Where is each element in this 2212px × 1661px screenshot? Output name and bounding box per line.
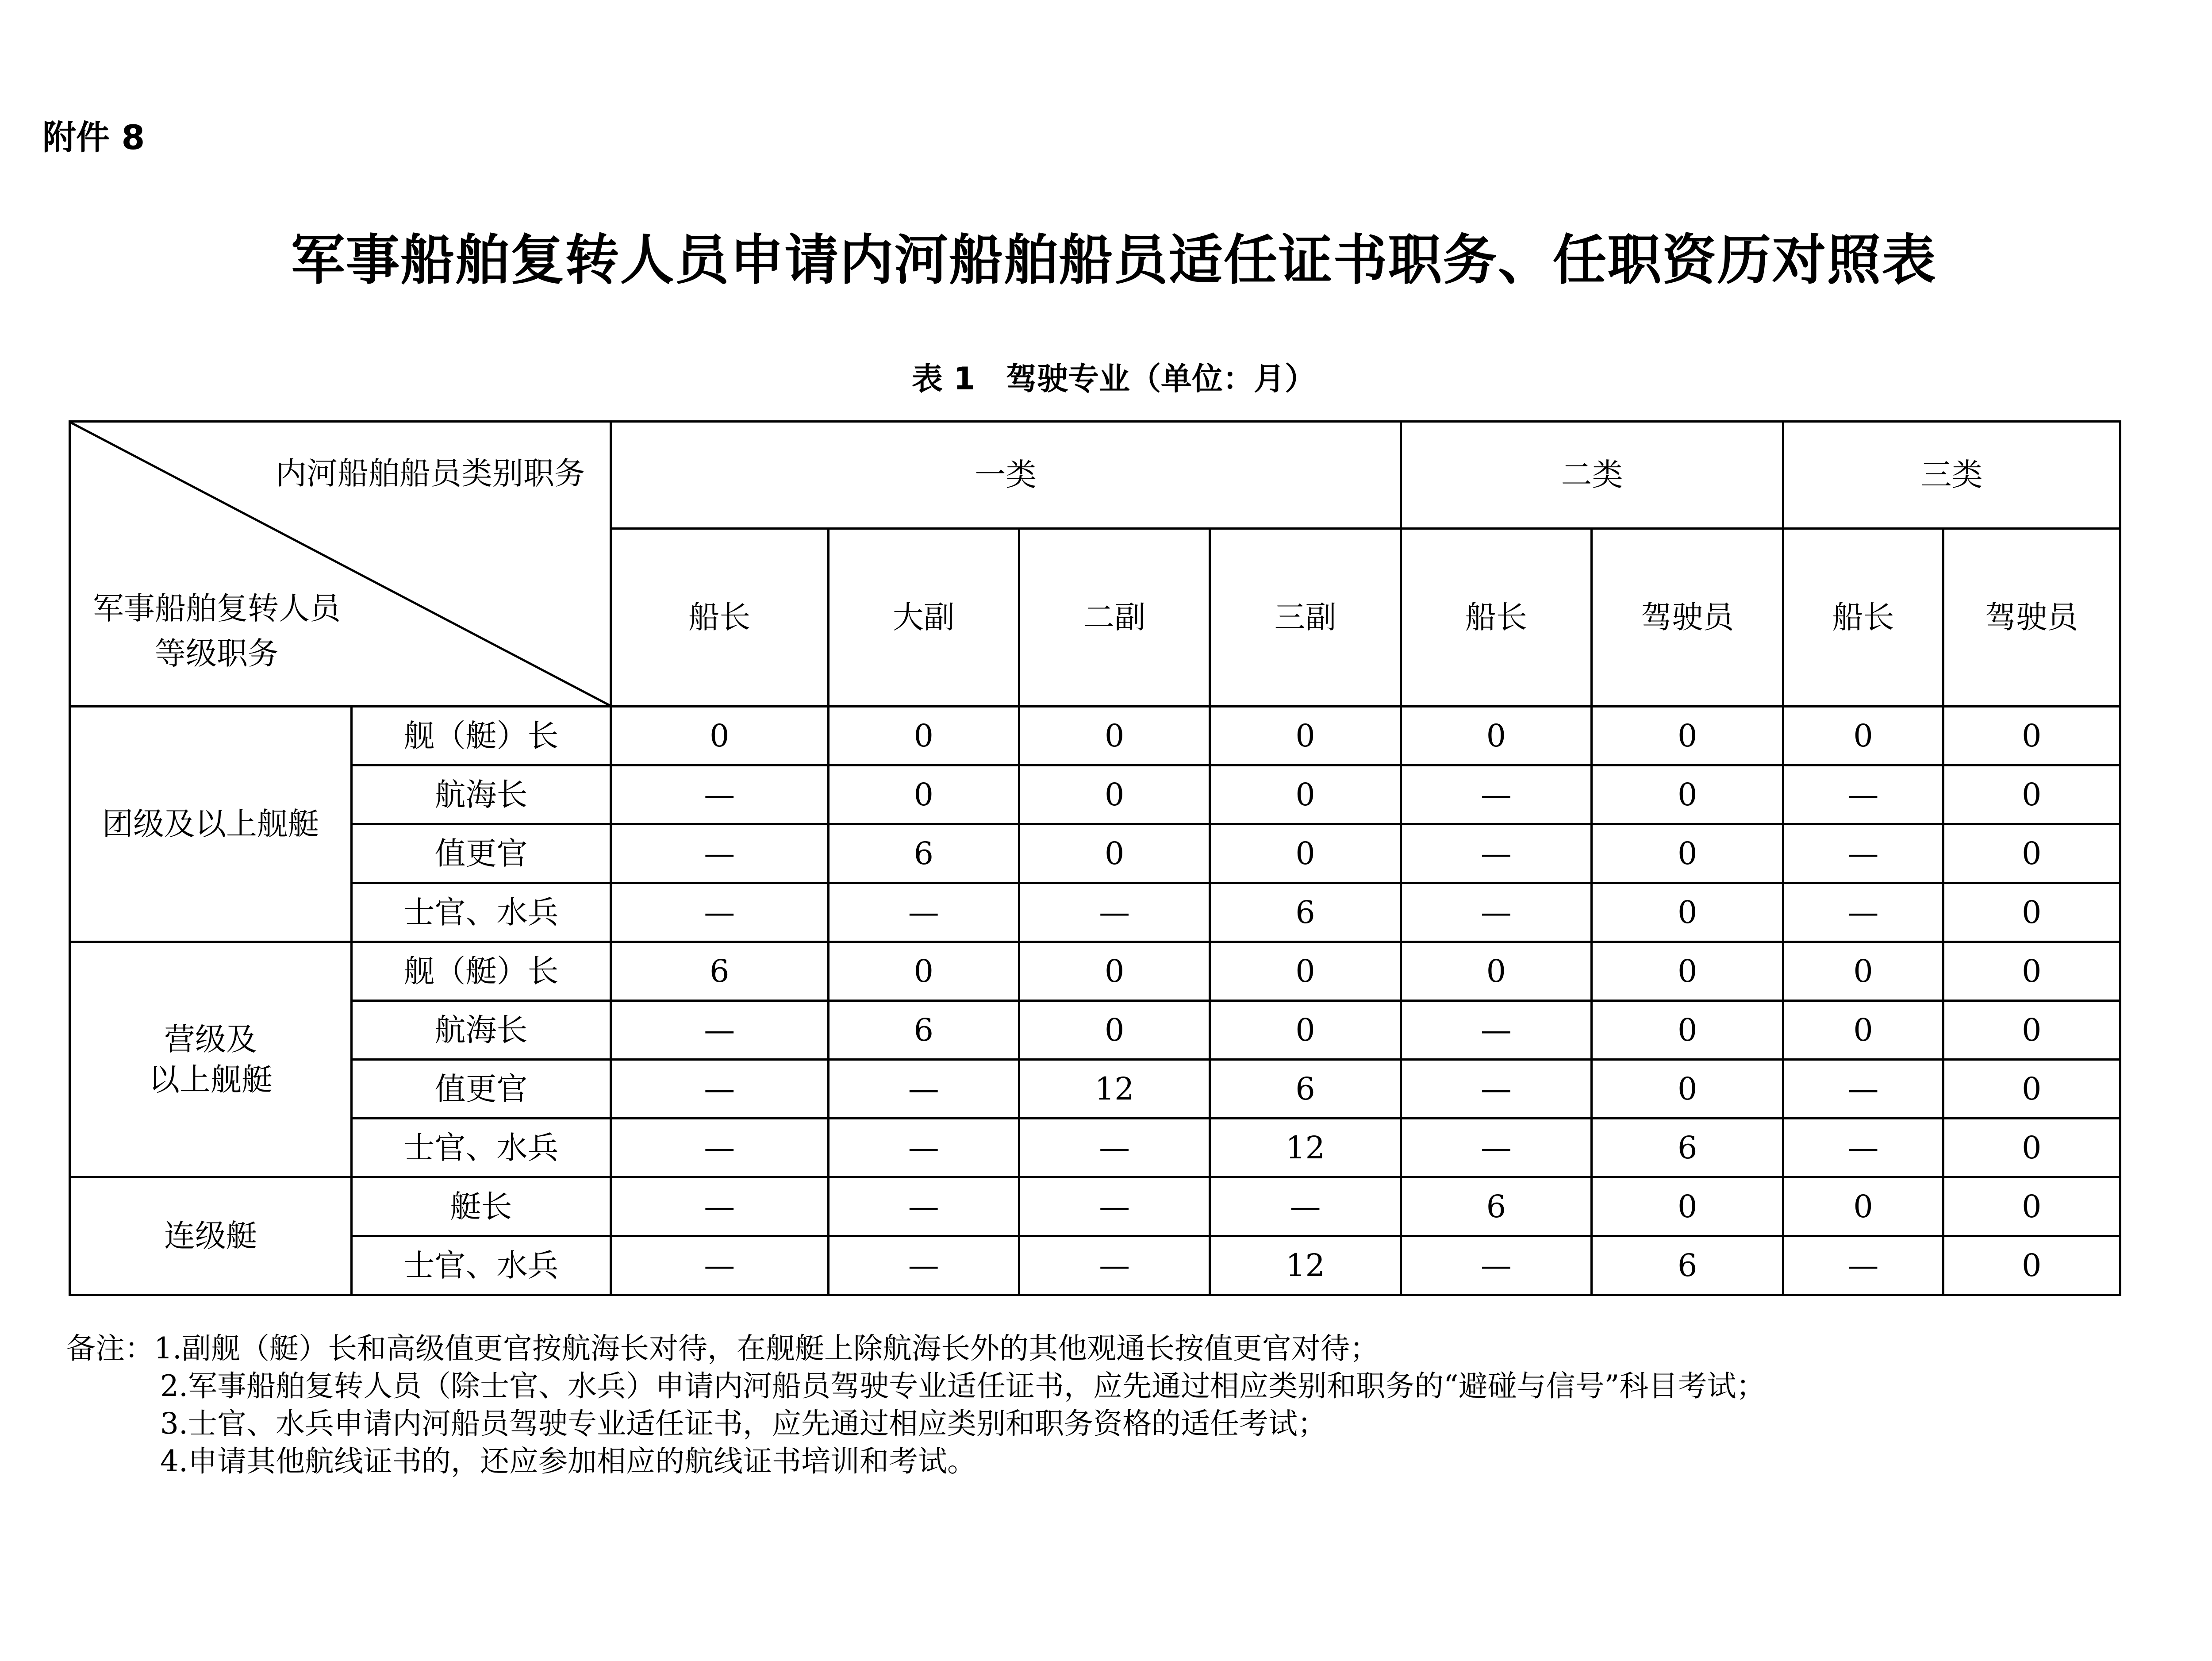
position-header: 船长 <box>611 529 828 707</box>
position-header: 船长 <box>1401 529 1591 707</box>
class-header-2: 二类 <box>1401 422 1783 529</box>
table-row <box>70 1060 2120 1119</box>
role-cell: 士官、水兵 <box>352 1236 611 1295</box>
value-cell: 0 <box>1210 765 1401 824</box>
value-cell: 0 <box>1783 942 1943 1001</box>
document-title: 军事船舶复转人员申请内河船舶船员适任证书职务、任职资历对照表 <box>291 229 1937 292</box>
role-cell: 航海长 <box>352 1001 611 1060</box>
value-cell: — <box>1783 1060 1943 1119</box>
group-name-line: 以上舰艇 <box>149 1061 273 1098</box>
value-cell: 0 <box>1210 942 1401 1001</box>
value-cell: — <box>1401 1119 1591 1177</box>
table-row <box>70 1236 2120 1295</box>
value-cell: 12 <box>1210 1119 1401 1177</box>
value-cell: 0 <box>1019 1001 1210 1060</box>
table-caption: 表 1 驾驶专业（单位：月） <box>911 361 1316 397</box>
table-row <box>70 942 2120 1001</box>
value-cell: 0 <box>1943 942 2120 1001</box>
corner-top-label: 内河船舶船员类别职务 <box>275 455 585 492</box>
value-cell: 0 <box>1943 1119 2120 1177</box>
value-cell: 0 <box>1943 1177 2120 1236</box>
table-row <box>70 1001 2120 1060</box>
corner-bottom-label <box>93 586 341 676</box>
value-cell: 0 <box>1019 765 1210 824</box>
value-cell: 6 <box>1401 1177 1591 1236</box>
class-header-3: 三类 <box>1783 422 2120 529</box>
value-cell: 0 <box>1019 942 1210 1001</box>
value-cell: 0 <box>1783 1001 1943 1060</box>
value-cell: — <box>1401 1236 1591 1295</box>
role-cell: 舰（艇）长 <box>352 707 611 765</box>
value-cell: 0 <box>1210 1001 1401 1060</box>
value-cell: — <box>1783 765 1943 824</box>
value-cell: 0 <box>1592 1060 1783 1119</box>
role-cell: 舰（艇）长 <box>352 942 611 1001</box>
value-cell: — <box>1401 1001 1591 1060</box>
value-cell: — <box>1019 1119 1210 1177</box>
note-3: 3.士官、水兵申请内河船员驾驶专业适任证书，应先通过相应类别和职务资格的适任考试； <box>160 1407 1327 1441</box>
value-cell: 0 <box>1783 1177 1943 1236</box>
value-cell: 0 <box>1592 1177 1783 1236</box>
value-cell: — <box>611 1177 828 1236</box>
role-cell: 士官、水兵 <box>352 1119 611 1177</box>
value-cell: — <box>1019 883 1210 942</box>
value-cell: — <box>1210 1177 1401 1236</box>
table-row <box>70 765 2120 824</box>
value-cell: — <box>828 1060 1019 1119</box>
position-header: 驾驶员 <box>1943 529 2120 707</box>
role-cell: 值更官 <box>352 824 611 883</box>
value-cell: — <box>828 1119 1019 1177</box>
value-cell: 12 <box>1210 1236 1401 1295</box>
group-name-cell <box>70 1177 352 1295</box>
role-cell: 航海长 <box>352 765 611 824</box>
position-header: 大副 <box>828 529 1019 707</box>
value-cell: 6 <box>611 942 828 1001</box>
value-cell: 6 <box>1592 1236 1783 1295</box>
value-cell: 0 <box>1592 1001 1783 1060</box>
value-cell: — <box>828 1177 1019 1236</box>
comparison-table <box>69 420 2121 1296</box>
value-cell: — <box>1019 1177 1210 1236</box>
value-cell: — <box>611 824 828 883</box>
group-name-line: 团级及以上舰艇 <box>102 806 319 842</box>
table-row <box>70 1119 2120 1177</box>
table-row <box>70 1177 2120 1236</box>
role-cell: 艇长 <box>352 1177 611 1236</box>
table-row <box>70 707 2120 765</box>
value-cell: — <box>1783 824 1943 883</box>
note-1: 备注：1.副舰（艇）长和高级值更官按航海长对待，在舰艇上除航海长外的其他观通长按值更官对待； <box>66 1331 1379 1365</box>
value-cell: 0 <box>1943 765 2120 824</box>
value-cell: — <box>1019 1236 1210 1295</box>
value-cell: 0 <box>828 765 1019 824</box>
value-cell: 0 <box>1592 824 1783 883</box>
value-cell: 0 <box>828 942 1019 1001</box>
value-cell: — <box>611 883 828 942</box>
value-cell: 0 <box>611 707 828 765</box>
group-name-cell <box>70 707 352 942</box>
position-header: 二副 <box>1019 529 1210 707</box>
role-cell: 士官、水兵 <box>352 883 611 942</box>
value-cell: 0 <box>828 707 1019 765</box>
value-cell: — <box>611 765 828 824</box>
value-cell: 6 <box>828 1001 1019 1060</box>
value-cell: — <box>1783 1236 1943 1295</box>
table-row <box>70 824 2120 883</box>
value-cell: 6 <box>828 824 1019 883</box>
value-cell: 0 <box>1943 883 2120 942</box>
value-cell: — <box>828 883 1019 942</box>
class-header-1: 一类 <box>611 422 1401 529</box>
value-cell: 0 <box>1943 707 2120 765</box>
note-2: 2.军事船舶复转人员（除士官、水兵）申请内河船员驾驶专业适任证书，应先通过相应类别和职务的“避碰与信号”科目考试； <box>160 1369 1766 1403</box>
value-cell: 0 <box>1592 765 1783 824</box>
value-cell: — <box>611 1001 828 1060</box>
value-cell: 0 <box>1943 824 2120 883</box>
corner-bottom-line1: 军事船舶复转人员 <box>93 590 341 627</box>
value-cell: — <box>611 1060 828 1119</box>
corner-bottom-line2: 等级职务 <box>155 635 279 672</box>
value-cell: 0 <box>1943 1001 2120 1060</box>
corner-header-cell <box>70 422 611 707</box>
value-cell: 0 <box>1943 1060 2120 1119</box>
value-cell: 0 <box>1943 1236 2120 1295</box>
role-cell: 值更官 <box>352 1060 611 1119</box>
value-cell: — <box>1783 1119 1943 1177</box>
value-cell: — <box>1401 1060 1591 1119</box>
value-cell: 0 <box>1019 824 1210 883</box>
value-cell: 0 <box>1401 707 1591 765</box>
value-cell: — <box>828 1236 1019 1295</box>
value-cell: — <box>1401 765 1591 824</box>
value-cell: — <box>1783 883 1943 942</box>
value-cell: 0 <box>1401 942 1591 1001</box>
group-name-line: 连级艇 <box>164 1218 257 1254</box>
value-cell: — <box>611 1236 828 1295</box>
value-cell: 0 <box>1210 707 1401 765</box>
attachment-label: 附件 8 <box>42 118 145 157</box>
value-cell: 6 <box>1210 1060 1401 1119</box>
group-name-cell <box>70 942 352 1177</box>
value-cell: 6 <box>1592 1119 1783 1177</box>
value-cell: — <box>1401 824 1591 883</box>
value-cell: 12 <box>1019 1060 1210 1119</box>
value-cell: 0 <box>1783 707 1943 765</box>
position-header: 驾驶员 <box>1592 529 1783 707</box>
value-cell: 0 <box>1019 707 1210 765</box>
value-cell: — <box>1401 883 1591 942</box>
value-cell: 0 <box>1210 824 1401 883</box>
table-row <box>70 883 2120 942</box>
notes <box>66 1330 1765 1480</box>
value-cell: 6 <box>1210 883 1401 942</box>
group-name-line: 营级及 <box>164 1021 257 1057</box>
position-header: 船长 <box>1783 529 1943 707</box>
position-header: 三副 <box>1210 529 1401 707</box>
value-cell: 0 <box>1592 883 1783 942</box>
value-cell: 0 <box>1592 707 1783 765</box>
value-cell: — <box>611 1119 828 1177</box>
value-cell: 0 <box>1592 942 1783 1001</box>
note-4: 4.申请其他航线证书的，还应参加相应的航线证书培训和考试。 <box>160 1444 976 1478</box>
